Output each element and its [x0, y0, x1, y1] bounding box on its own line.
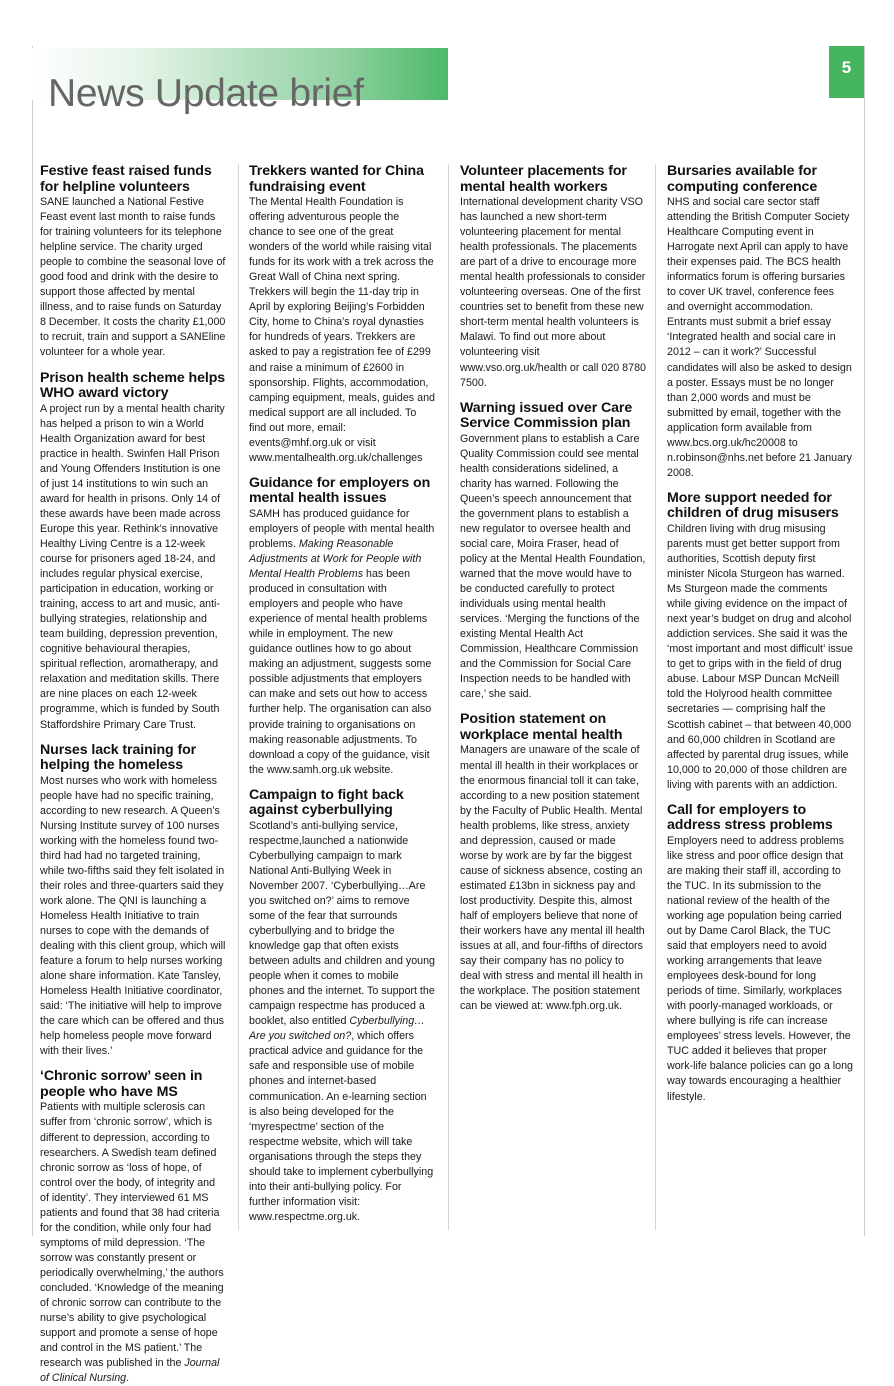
article-body: Employers need to address problems like stress and poor office design that are making their staff ill, according to the TUC. In its submission to the national review of the health of the working age population being carried out by Dame Carol Black, the TUC said that employers need to avoid working arrangements that leave employees desk-bound for long periods of time. Similarly, workplaces with poorly-managed workloads, or where bullying is rife can increase employees’ stress levels. However, the TUC added it believes that proper work-life balance policies can go a long way towards encouraging a healthier lifestyle. — [667, 834, 853, 1103]
page-rule-right — [864, 46, 865, 1236]
article-prison-health — [40, 371, 226, 733]
article-heading: Volunteer placements for mental health workers — [460, 163, 627, 195]
article-heading: Nurses lack training for helping the homeless — [40, 741, 197, 774]
article-stress-problems — [667, 803, 853, 1105]
article-body: A project run by a mental health charity has helped a prison to win a World Health Organization award for best practice in health. Swinfen Hall Prison and Young Offenders Institution is one of just 14 institutions to win such an award for health in prisons. Only 14 of these awards have been made across Europe this year. Rethink’s innovative Healthy Living Centre is a 12-week course for prisoners aged 18-24, and includes regular physical exercise, participation in education, working or training, access to art and music, anti-bullying strategies, relationship and team building, depression prevention, cognitive behavioural therapies, spiritual reflection, aromatherapy, and relaxation and meditation skills. There are nine places on each 12-week programme, which is funded by South Staffordshire Primary Care Trust. — [40, 402, 225, 731]
article-body-text: SAMH has produced guidance for employers of people with mental health problems. — [249, 507, 435, 550]
article-body: The Mental Health Foundation is offering adventurous people the chance to see one of the great wonders of the world while raising vital funds for its work with a trek across the Great Wall of China next spring. Trekkers will begin the 11-day trip in April by exploring Beijing’s Forbidden City, home to China’s royal dynasties for hundreds of years. Trekkers are asked to pay a registration fee of £299 and raise a minimum of £2600 in sponsorship. Flights, accommodation, camping equipment, meals, guides and medical support are all included. To find out more, email: events@mhf.org.uk or visit www.mentalhealth.org.uk/challenges — [249, 196, 435, 464]
article-body: Children living with drug misusing parents must get better support from authorities, Scottish deputy first minister Nicola Sturgeon has warned. Ms Sturgeon made the comments while giving evidence on the impact of next year’s budget on drug and alcohol addiction services. She said it was the ‘most important and most difficult’ issue to get to grips with in the field of drug abuse. Labour MSP Duncan McNeill told the Holyrood health committee secretaries — comprising half the Scottish cabinet – that between 40,000 and 60,000 children in Scotland are affected by parental drug issues, while 10,000 to 20,000 of those children are living with parents with an addiction. — [667, 522, 853, 791]
article-body-text: Patients with multiple sclerosis can suffer from ‘chronic sorrow’, which is different to depression, according to researchers. A Swedish team defined chronic sorrow as ‘loss of hope, of control over the body, of integrity and of identity’. They interviewed 61 MS patients and found that 38 had criteria for the condition, while only four had symptoms of mild depression. ‘The sorrow was constantly present or periodically overwhelming,’ the authors concluded. ‘Knowledge of the meaning of chronic sorrow can contribute to the nurse’s ability to give psychological support and promote a sense of hope and control in the MS patient.’ The research was published in the — [40, 1101, 224, 1370]
article-heading: Prison health scheme helps WHO award victory — [40, 369, 226, 402]
article-heading: Call for employers to address stress problems — [667, 801, 833, 834]
article-heading: Campaign to fight back against cyberbullying — [249, 786, 404, 819]
article-body-text: has been produced in consultation with employers and people who have experience of mental health problems while in employment. The new guidance outlines how to go about making an adjustment, suggests some possible adjustments that employers can make and sets out how to access further help. The organisation can also provide training to organisations on making reasonable adjustments. To download a copy of the guidance, visit the www.samh.org.uk website. — [249, 568, 432, 776]
journal-title: Journal of Clinical Nursing — [40, 1357, 220, 1385]
column-3 — [460, 164, 646, 1230]
column-divider — [238, 164, 239, 1230]
column-1 — [40, 163, 226, 1385]
article-care-commission-warning — [460, 401, 646, 703]
article-body: International development charity VSO has launched a new short-term volunteering placement for mental health professionals. The placements are part of a drive to encourage more mental health professionals to consider volunteering overseas. One of the first countries set to benefit from these new short-term mental health volunteers is Malawi. To find out more about volunteering visit www.vso.org.uk/health or call 020 8780 7500. — [460, 196, 646, 389]
article-body — [249, 819, 435, 1225]
article-bursaries — [667, 164, 853, 481]
article-guidance-employers — [249, 476, 435, 778]
page-rule-left — [32, 46, 33, 1236]
article-heading: Guidance for employers on mental health issues — [249, 474, 431, 507]
article-position-statement — [460, 712, 646, 1014]
article-cyberbullying — [249, 788, 435, 1225]
article-heading: Warning issued over Care Service Commission plan — [460, 399, 633, 432]
publication-title: Making Reasonable Adjustments at Work for People with Mental Health Problems — [249, 537, 422, 581]
article-chronic-sorrow — [40, 1069, 226, 1386]
article-trekkers-china — [249, 164, 435, 466]
column-2 — [249, 164, 435, 1230]
article-heading: Bursaries available for computing conference — [667, 163, 818, 195]
article-body — [249, 507, 435, 778]
column-divider — [448, 164, 449, 1230]
article-body-text: . — [126, 1372, 130, 1385]
page-number: 5 — [841, 58, 852, 77]
article-heading: Trekkers wanted for China fundraising event — [249, 163, 424, 195]
column-4 — [667, 164, 853, 1230]
article-drug-misusers — [667, 491, 853, 793]
article-heading: Position statement on workplace mental health — [460, 711, 623, 743]
article-body: SANE launched a National Festive Feast event last month to raise funds for training volunteers for its telephone helpline service. The charity urged people to combine the seasonal love of good food and drink with the desire to support those affected by mental illness, and to raise funds on Saturday 8 December. It costs the charity £1,000 to recruit, train and support a SANEline volunteer for a whole year. — [40, 196, 226, 359]
page-title: News Update brief — [48, 72, 364, 115]
article-heading: More support needed for children of drug misusers — [667, 489, 839, 522]
article-nurses-homeless — [40, 743, 226, 1060]
article-heading: Festive feast raised funds for helpline volunteers — [40, 163, 212, 195]
publication-title: Cyberbullying…Are you switched on? — [249, 1015, 425, 1043]
article-body-text: , which offers practical advice and guidance for the safe and responsible use of mobile phones and internet-based communication. An e-learning section is also being developed for the ‘myrespectme’ section of the respectme website, which will take organisations through the steps they should take to implement cyberbullying into their anti-bullying policy. For further information visit: www.respectme.org.uk. — [249, 1030, 434, 1223]
article-volunteer-placements — [460, 164, 646, 391]
article-body: NHS and social care sector staff attending the British Computer Society Healthcare Computing event in Harrogate next April can apply to have their expenses paid. The BCS health informatics forum is offering bursaries to cover UK travel, conference fees and overnight accommodation. Entrants must submit a brief essay ‘Integrated health and social care in 2012 – can it work?’ Successful candidates will also be asked to design a poster. Essays must be no longer than 2,000 words and must be submitted by email, together with the application form available from www.bcs.org.uk/hc20008 to n.robinson@nhs.net before 21 January 2008. — [667, 196, 852, 479]
article-body: Managers are unaware of the scale of mental ill health in their workplaces or the enormous financial toll it can take, according to a new position statement by the Faculty of Public Health. Mental health problems, like stress, anxiety and depression, caused or made worse by work are by far the biggest cause of sickness absence, costing an estimated £13bn in sickness pay and lost productivity. Despite this, almost half of employers believe that none of their workers have any mental ill health issues at all, and four-fifths of directors say their company has no policy to deal with stress and mental ill health in the workplace. The position statement can be viewed at: www.fph.org.uk. — [460, 744, 645, 1013]
article-body — [40, 1100, 226, 1386]
article-festive-feast — [40, 164, 226, 361]
article-body-text: Scotland’s anti-bullying service, respectme,launched a nationwide Cyberbullying campaign to mark National Anti-Bullying Week in November 2007. ‘Cyberbullying…Are you switched on?’ aims to remove some of the fear that surrounds cyberbullying and to bridge the knowledge gap that often exists between adults and children and young people when it comes to mobile phones and the internet. To support the campaign respectme has produced a booklet, also entitled — [249, 819, 435, 1028]
article-body: Most nurses who work with homeless people have had no specific training, according to new research. A Queen’s Nursing Institute survey of 100 nurses working with the homeless found two-third had had no targeted training, while two-fifths said they felt isolated in their roles and three-quarters said they work alone. The QNI is launching a Homeless Health Initiative to train nurses to cope with the demands of dealing with this client group, which will feature a forum to help nurses working alone share information. Kate Tansley, Homeless Health Initiative coordinator, said: ‘The initiative will help to improve the care which can be offered and thus help homeless people move forward with their lives.’ — [40, 774, 226, 1058]
column-divider — [655, 164, 656, 1230]
article-body: Government plans to establish a Care Quality Commission could see mental health considerations sidelined, a charity has warned. Following the Queen’s speech announcement that the government plans to establish a new regulator to oversee health and social care, Moira Fraser, head of policy at the Mental Health Foundation, warned that the move would have to be conducted carefully to protect individuals using mental health services. ‘Merging the functions of the existing Mental Health Act Commission, Healthcare Commission and the Commission for Social Care Inspection needs to be handled with care,’ she said. — [460, 432, 646, 701]
article-heading: ‘Chronic sorrow’ seen in people who have MS — [40, 1068, 203, 1100]
